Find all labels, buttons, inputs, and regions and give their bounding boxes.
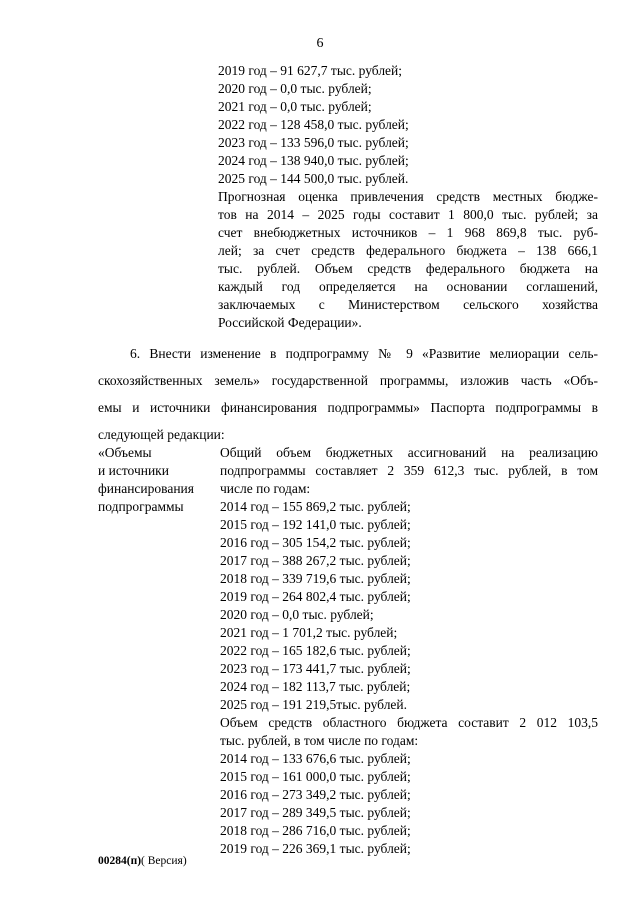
forecast-text-line: каждый год определяется на основании соглашений, [218, 279, 598, 294]
label-line: финансирования [98, 481, 194, 496]
year-line: 2019 год – 91 627,7 тыс. рублей; [218, 63, 403, 78]
page-number: 6 [316, 36, 324, 51]
year-line: 2022 год – 128 458,0 тыс. рублей; [218, 117, 409, 132]
year-line: 2015 год – 161 000,0 тыс. рублей; [220, 769, 411, 784]
amendment-line: скохозяйственных земель» государственной программы, изложив часть «Объ- [98, 373, 598, 388]
regional-intro-line: тыс. рублей, в том числе по годам: [220, 733, 419, 748]
forecast-text-line: счет внебюджетных источников – 1 968 869,8 тыс. руб- [218, 225, 598, 240]
table-value-cell [220, 444, 598, 858]
year-line: 2017 год – 289 349,5 тыс. рублей; [220, 805, 411, 820]
year-line: 2018 год – 339 719,6 тыс. рублей; [220, 571, 411, 586]
year-line: 2022 год – 165 182,6 тыс. рублей; [220, 643, 411, 658]
document-footer [98, 855, 187, 867]
year-line: 2018 год – 286 716,0 тыс. рублей; [220, 823, 411, 838]
forecast-text-line: Российской Федерации». [218, 315, 362, 330]
forecast-text-line: тов на 2014 – 2025 годы составит 1 800,0 тыс. рублей; за [218, 207, 598, 222]
amendment-line: следующей редакции: [98, 427, 225, 442]
label-line: и источники [98, 463, 169, 478]
intro-line: Общий объем бюджетных ассигнований на реализацию [220, 445, 598, 460]
year-line: 2019 год – 226 369,1 тыс. рублей; [220, 841, 411, 856]
amendment-paragraph [98, 340, 598, 448]
intro-line: числе по годам: [220, 481, 311, 496]
year-line: 2021 год – 0,0 тыс. рублей; [218, 99, 372, 114]
document-version: ( Версия) [141, 855, 187, 867]
label-line: «Объемы [98, 445, 152, 460]
year-line: 2023 год – 133 596,0 тыс. рублей; [218, 135, 409, 150]
year-line: 2016 год – 305 154,2 тыс. рублей; [220, 535, 411, 550]
year-line: 2014 год – 133 676,6 тыс. рублей; [220, 751, 411, 766]
year-line: 2020 год – 0,0 тыс. рублей; [218, 81, 372, 96]
year-line: 2023 год – 173 441,7 тыс. рублей; [220, 661, 411, 676]
table-label-cell [98, 444, 218, 516]
forecast-text-line: лей; за счет средств федерального бюджета – 138 666,1 [218, 243, 598, 258]
year-line: 2017 год – 388 267,2 тыс. рублей; [220, 553, 411, 568]
intro-line: подпрограммы составляет 2 359 612,3 тыс. рублей, в том [220, 463, 598, 478]
regional-intro-line: Объем средств областного бюджета составит 2 012 103,5 [220, 715, 598, 730]
forecast-text-line: заключаемых с Министерством сельского хозяйства [218, 297, 598, 312]
year-line: 2024 год – 138 940,0 тыс. рублей; [218, 153, 409, 168]
year-line: 2021 год – 1 701,2 тыс. рублей; [220, 625, 398, 640]
year-line: 2024 год – 182 113,7 тыс. рублей; [220, 679, 411, 694]
year-line: 2014 год – 155 869,2 тыс. рублей; [220, 499, 411, 514]
year-line: 2016 год – 273 349,2 тыс. рублей; [220, 787, 411, 802]
top-funding-block [218, 62, 598, 332]
amendment-line: емы и источники финансирования подпрограммы» Паспорта подпрограммы в [98, 400, 598, 415]
year-line: 2015 год – 192 141,0 тыс. рублей; [220, 517, 411, 532]
year-line: 2025 год – 144 500,0 тыс. рублей. [218, 171, 409, 186]
year-line: 2020 год – 0,0 тыс. рублей; [220, 607, 374, 622]
year-line: 2025 год – 191 219,5тыс. рублей. [220, 697, 408, 712]
document-code: 00284(п) [98, 855, 142, 867]
label-line: подпрограммы [98, 499, 184, 514]
year-line: 2019 год – 264 802,4 тыс. рублей; [220, 589, 411, 604]
forecast-text-line: тыс. рублей. Объем средств федерального бюджета на [218, 261, 598, 276]
forecast-text-line: Прогнозная оценка привлечения средств местных бюдже- [218, 189, 598, 204]
amendment-line: 6. Внести изменение в подпрограмму № 9 «Развитие мелиорации сель- [130, 346, 598, 361]
